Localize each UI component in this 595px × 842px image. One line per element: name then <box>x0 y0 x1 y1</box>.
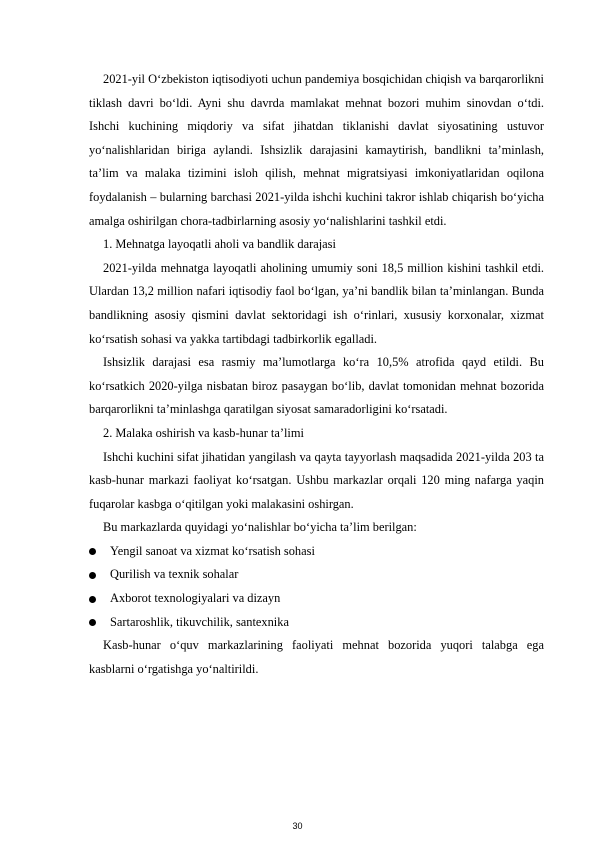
list-item <box>89 611 544 635</box>
bullet-icon <box>89 572 96 579</box>
list-item-text: Axborot texnologiyalari va dizayn <box>110 591 281 606</box>
bullet-icon <box>89 548 96 555</box>
list-intro: Bu markazlarda quyidagi yo‘nalishlar bo‘yicha ta’lim berilgan: <box>103 520 417 535</box>
list-item-text: Yengil sanoat va xizmat ko‘rsatish sohasi <box>110 543 315 558</box>
section-2-heading: 2. Malaka oshirish va kasb-hunar ta’limi <box>103 425 304 440</box>
list-item <box>89 587 544 611</box>
list-item-text: Sartaroshlik, tikuvchilik, santexnika <box>110 614 289 629</box>
bullet-icon <box>89 596 96 603</box>
list-item-text: Qurilish va texnik sohalar <box>110 567 239 582</box>
list-item <box>89 563 544 587</box>
list-item <box>89 540 544 564</box>
closing-paragraph: Kasb-hunar o‘quv markazlarining faoliyati mehnat bozorida yuqori talabga ega kasblarni o‘rgatishga yo‘naltirildi. <box>89 638 544 676</box>
training-areas-list <box>89 540 544 634</box>
intro-paragraph: 2021-yil O‘zbekiston iqtisodiyoti uchun pandemiya bosqichidan chiqish va barqarorlikni tiklash davri bo‘ldi. Ayni shu davrda mamlakat mehnat bozori muhim sinovdan o‘tdi. Ishchi kuchining miqdoriy va sifat jihatdan tiklanishi davlat siyosatining ustuvor yo‘nalishlaridan biriga aylandi. Ishsizlik darajasini kamaytirish, bandlikni ta’minlash, ta’lim va malaka tizimini isloh qilish, mehnat migratsiyasi imkoniyatlaridan oqilona foydalanish – bularning barchasi 2021-yilda ishchi kuchini takror ishlab chiqarish bo‘yicha amalga oshirilgan chora-tadbirlarning asosiy yo‘nalishlarini tashkil etdi. <box>89 72 544 228</box>
section-1-heading: 1. Mehnatga layoqatli aholi va bandlik darajasi <box>103 237 336 252</box>
bullet-icon <box>89 619 96 626</box>
page-content <box>89 68 544 681</box>
page-number: 30 <box>292 821 303 831</box>
section-1-paragraph-2: Ishsizlik darajasi esa rasmiy ma’lumotlarga ko‘ra 10,5% atrofida qayd etildi. Bu ko‘rsatkich 2020-yilga nisbatan biroz pasaygan bo‘lib, davlat tomonidan mehnat bozorida barqarorlikni ta’minlashga qaratilgan siyosat samaradorligini ko‘rsatadi. <box>89 355 544 417</box>
section-2-paragraph-1: Ishchi kuchini sifat jihatidan yangilash va qayta tayyorlash maqsadida 2021-yilda 203 ta kasb-hunar markazi faoliyat ko‘rsatgan. Ushbu markazlar orqali 120 ming nafarga yaqin fuqarolar kasbga o‘qitilgan yoki malakasini oshirgan. <box>89 449 544 511</box>
section-1-paragraph-1: 2021-yilda mehnatga layoqatli aholining umumiy soni 18,5 million kishini tashkil etdi. Ulardan 13,2 million nafari iqtisodiy faol bo‘lgan, ya’ni bandlik bilan ta’minlangan. Bunda bandlikning asosiy qismini davlat sektoridagi ish o‘rinlari, xususiy korxonalar, xizmat ko‘rsatish sohasi va yakka tartibdagi tadbirkorlik egalladi. <box>89 260 544 346</box>
